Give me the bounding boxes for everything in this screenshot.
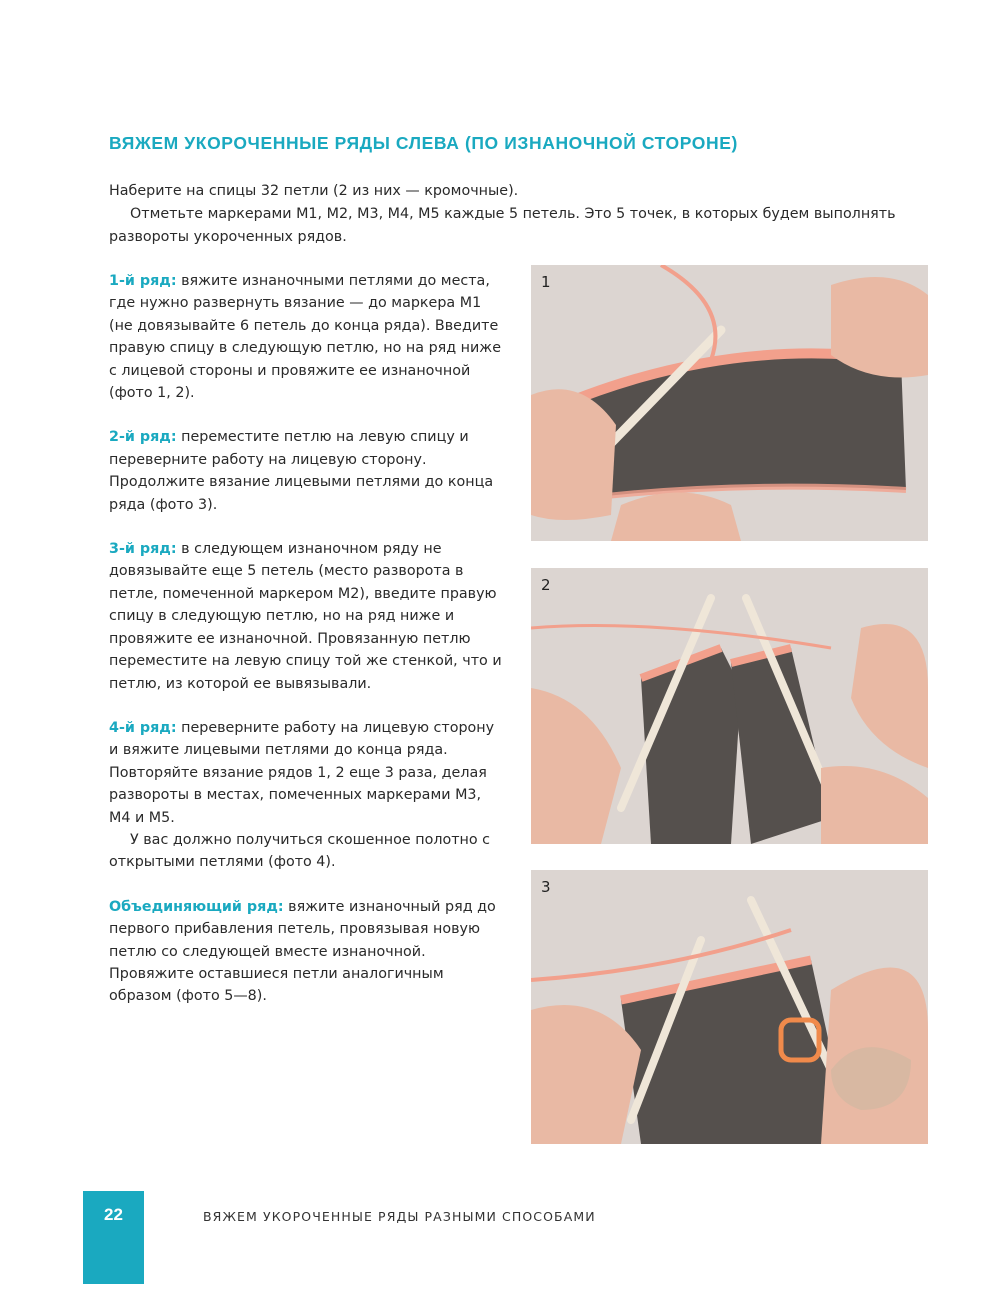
step-joining-row: [109, 896, 507, 1008]
step-row-4: [109, 717, 507, 874]
photo-illustration: [531, 265, 928, 541]
knitting-photo-1: [531, 265, 928, 541]
step-label: Объединяющий ряд:: [109, 898, 284, 915]
section-heading: ВЯЖЕМ УКОРОЧЕННЫЕ РЯДЫ СЛЕВА (ПО ИЗНАНОЧНОЙ СТОРОНЕ): [109, 133, 738, 153]
photo-illustration: [531, 870, 928, 1144]
step-label: 2-й ряд:: [109, 429, 177, 446]
step-text: вяжите изнаночными петлями до места, где нужно развернуть вязание — до маркера М1 (не довязывайте 6 петель до конца ряда). Введите правую спицу в следующую петлю, но на ряд ниже с лицевой стороны и провяжите ее изнаночной (фото 1, 2).: [109, 273, 501, 402]
photo-number: 3: [541, 878, 551, 896]
instruction-steps: [109, 270, 507, 1030]
running-footer-title: ВЯЖЕМ УКОРОЧЕННЫЕ РЯДЫ РАЗНЫМИ СПОСОБАМИ: [203, 1209, 596, 1224]
page-number: 22: [104, 1205, 123, 1224]
photo-illustration: [531, 568, 928, 844]
step-text: вяжите изнаночный ряд до первого прибавления петель, провязывая новую петлю со следующей вместе изнаночной. Провяжите оставшиеся петли аналогичным образом (фото 5—8).: [109, 898, 496, 1005]
step-text: в следующем изнаночном ряду не довязывайте еще 5 петель (место разворота в петле, помеченной маркером М2), введите правую спицу в следующую петлю, но на ряд ниже и провяжите ее изнаночной. Провязанную петлю переместите на левую спицу той же стенкой, что и петлю, из которой ее вывязывали.: [109, 541, 502, 692]
step-label: 4-й ряд:: [109, 719, 177, 736]
knitting-photo-3: [531, 870, 928, 1144]
intro-paragraph-1: Наберите на спицы 32 петли (2 из них — кромочные).: [109, 183, 519, 199]
intro-text: [109, 180, 919, 249]
photo-number: 1: [541, 273, 551, 291]
knitting-photo-2: [531, 568, 928, 844]
step-text: переместите петлю на левую спицу и переверните работу на лицевую сторону. Продолжите вязание лицевыми петлями до конца ряда (фото 3).: [109, 429, 494, 513]
page-number-badge: [83, 1191, 144, 1284]
step-row-1: [109, 270, 507, 404]
step-label: 1-й ряд:: [109, 273, 177, 289]
step-text: переверните работу на лицевую сторону и вяжите лицевыми петлями до конца ряда. Повторяйте вязание рядов 1, 2 еще 3 раза, делая развороты в местах, помеченных маркерами М3, М4 и М5.: [109, 719, 495, 826]
step-row-2: [109, 426, 507, 516]
intro-paragraph-2: Отметьте маркерами М1, М2, М3, М4, М5 каждые 5 петель. Это 5 точек, в которых будем выполнять развороты укороченных рядов.: [109, 206, 896, 245]
step-label: 3-й ряд:: [109, 541, 177, 558]
step-row-3: [109, 538, 507, 695]
photo-number: 2: [541, 576, 551, 594]
step-continuation: У вас должно получиться скошенное полотно с открытыми петлями (фото 4).: [109, 831, 491, 871]
